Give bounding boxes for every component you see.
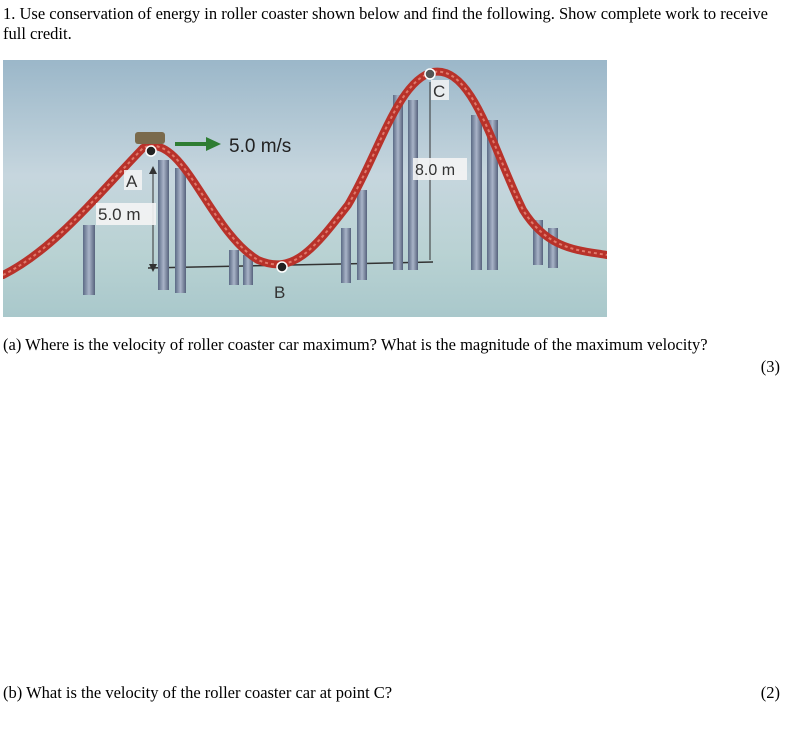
point-b-label: B: [274, 283, 286, 302]
part-a-marks: (3): [760, 357, 780, 376]
point-a-label: A: [126, 172, 138, 191]
height-a-label: 5.0 m: [98, 205, 141, 224]
part-b-question: (b) What is the velocity of the roller coaster car at point C?: [3, 683, 393, 702]
part-b-marks: (2): [760, 683, 780, 702]
point-a-marker: [146, 146, 156, 156]
point-b-marker: [277, 262, 287, 272]
coaster-car: [135, 132, 165, 144]
point-c-label: C: [433, 82, 446, 101]
speed-label: 5.0 m/s: [229, 136, 292, 157]
height-c-label: 8.0 m: [415, 162, 456, 179]
part-a-question: (a) Where is the velocity of roller coaster car maximum? What is the magnitude of the maximum velocity?: [3, 335, 708, 354]
point-c-marker: [425, 69, 435, 79]
roller-coaster-figure: [3, 60, 607, 317]
question-1-text: 1. Use conservation of energy in roller coaster shown below and find the following. Show complete work to receive full credit.: [3, 4, 768, 43]
